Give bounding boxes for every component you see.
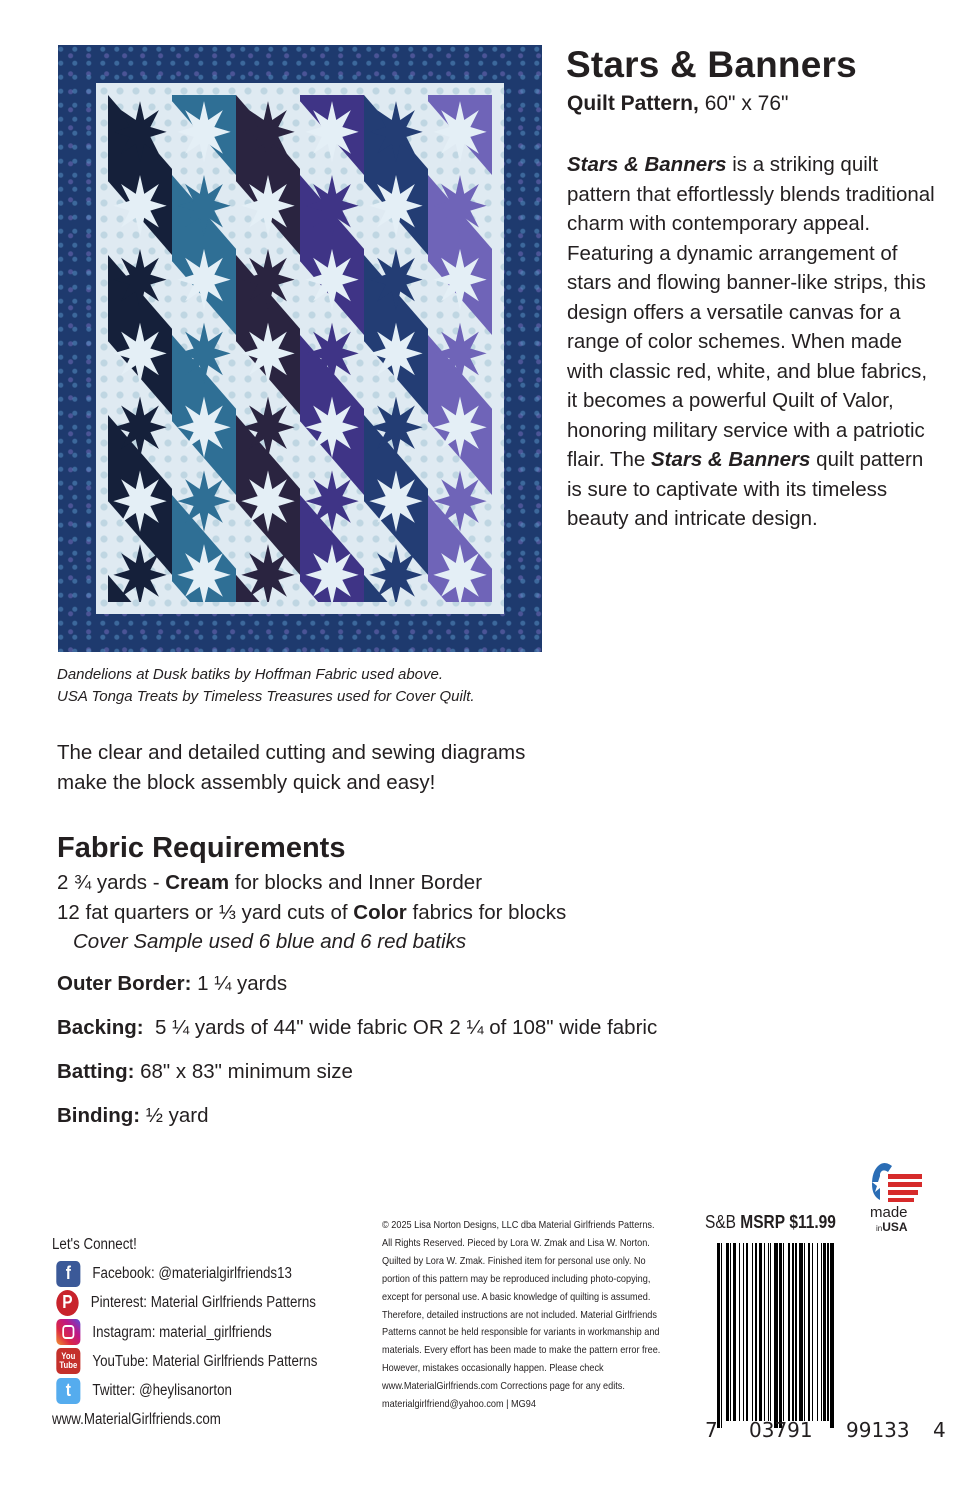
legal-text: © 2025 Lisa Norton Designs, LLC dba Material Girlfriends Patterns. All Rights Reserved. Pieced by Lora W. Zmak and Lisa W. Norton. Quilted by Lora W. Zmak. Finished item for personal use only. No portion of this pattern may be reproduced including photo-copying, except for personal use. A basic knowledge of quilting is assumed. Therefore, detailed instructions are not included. Material Girlfriends Patterns cannot be held responsible for variants in workmanship and materials. Every effort has been made to make the pattern error free. However, mistakes occasionally happen. Please check www.MaterialGirlfriends.com Corrections page for any edits. (382, 1220, 661, 1393)
usa-text: USA (882, 1220, 908, 1234)
barcode-bars (717, 1243, 929, 1421)
social-youtube[interactable] (52, 1347, 317, 1376)
quilt-column (428, 95, 492, 602)
social-label: Pinterest: Material Girlfriends Patterns (90, 1294, 316, 1312)
requirement-label: Batting: (57, 1060, 135, 1083)
description-name-1: Stars & Banners (567, 153, 727, 176)
quilt-column (364, 95, 428, 602)
social-label: YouTube: Material Girlfriends Patterns (92, 1352, 318, 1370)
requirement-value: 68" x 83" minimum size (134, 1060, 353, 1083)
cream-requirement (57, 868, 566, 898)
social-links (52, 1230, 317, 1434)
made-text: made (870, 1204, 908, 1221)
page-subtitle (567, 92, 789, 116)
description-name-2: Stars & Banners (650, 448, 811, 471)
requirement-value: 5 ¼ yards of 44" wide fabric OR 2 ¼ of 108" wide fabric (143, 1016, 658, 1039)
social-label: Instagram: material_girlfriends (92, 1323, 272, 1341)
cream-label: Cream (165, 871, 230, 894)
usa-flag-icon (866, 1160, 928, 1206)
quilt-column (300, 95, 364, 602)
requirement-label: Outer Border: (57, 972, 192, 995)
cream-amount: 2 ¾ yards - (57, 871, 166, 894)
quilt-column (108, 95, 172, 602)
pattern-code: S&B (705, 1212, 736, 1232)
intro-line-2: make the block assembly quick and easy! (57, 770, 436, 794)
barcode (705, 1243, 945, 1443)
requirement-value: ½ yard (140, 1104, 209, 1127)
color-amount: 12 fat quarters or ⅓ yard cuts of (57, 900, 354, 924)
cover-sample-note: Cover Sample used 6 blue and 6 red batiks (73, 930, 467, 953)
barcode-digit-last: 4 (933, 1418, 946, 1442)
social-instagram[interactable] (52, 1318, 317, 1347)
caption-line-1: Dandelions at Dusk batiks by Hoffman Fabric used above. (57, 666, 444, 683)
image-caption (57, 664, 475, 708)
youtube-icon: You Tube (56, 1348, 80, 1374)
description-text-1: is a striking quilt pattern that effortlessly blends traditional charm with contemporary appeal. Featuring a dynamic arrangement of stars and flowing banner-like strips, this design offers a versatile canvas for a range of color schemes. When made with classic red, white, and blue fabrics, it becomes a powerful Quilt of Valor, honoring military service with a patriotic flair. The (567, 153, 935, 471)
instagram-icon (56, 1319, 80, 1345)
requirement-batting (57, 1060, 353, 1084)
requirement-binding (57, 1104, 209, 1128)
intro-line-1: The clear and detailed cutting and sewing diagrams (57, 741, 526, 764)
legal-contact: materialgirlfriend@yahoo.com | MG94 (382, 1399, 536, 1411)
requirement-label: Binding: (57, 1104, 141, 1127)
requirement-label: Backing: (57, 1016, 144, 1039)
in-text: in (876, 1224, 883, 1233)
subtitle-label: Quilt Pattern, (567, 92, 699, 115)
social-facebook[interactable] (52, 1259, 317, 1288)
website-link[interactable]: www.MaterialGirlfriends.com (52, 1411, 221, 1429)
description (567, 150, 942, 534)
cream-usage: for blocks and Inner Border (229, 871, 483, 894)
page-title: Stars & Banners (566, 44, 857, 85)
color-usage: fabrics for blocks (406, 900, 567, 924)
social-label: Twitter: @heylisanorton (92, 1381, 232, 1399)
requirement-backing (57, 1016, 657, 1040)
social-twitter[interactable] (52, 1376, 317, 1405)
connect-heading: Let's Connect! (52, 1236, 137, 1253)
in-usa-text (876, 1220, 908, 1234)
color-label: Color (353, 900, 407, 924)
msrp-label: MSRP (740, 1212, 786, 1232)
fabric-requirements-heading: Fabric Requirements (57, 832, 346, 864)
subtitle-size: 60" x 76" (698, 92, 789, 115)
price-label (705, 1212, 836, 1233)
barcode-group-1: 03791 (749, 1418, 813, 1442)
fabric-requirements-list (57, 868, 566, 957)
intro-text (57, 738, 525, 797)
price-value: $11.99 (789, 1212, 836, 1232)
caption-line-2: USA Tonga Treats by Timeless Treasures used for Cover Quilt. (57, 688, 475, 705)
color-requirement (57, 898, 566, 928)
facebook-icon: f (56, 1261, 80, 1287)
made-in-usa-logo (866, 1160, 928, 1240)
social-pinterest[interactable] (52, 1288, 317, 1317)
pinterest-icon: P (56, 1290, 78, 1316)
copyright-notice (382, 1217, 664, 1414)
barcode-digit-first: 7 (705, 1418, 718, 1442)
social-label: Facebook: @materialgirlfriends13 (92, 1265, 292, 1283)
quilt-blocks (108, 95, 492, 602)
twitter-icon: t (56, 1378, 80, 1404)
requirement-value: 1 ¼ yards (191, 972, 288, 995)
barcode-group-2: 99133 (846, 1418, 910, 1442)
description-text-2: quilt pattern is sure to captivate with its timeless beauty and intricate design. (567, 448, 924, 530)
requirement-outer-border (57, 972, 287, 996)
quilt-column (236, 95, 300, 602)
quilt-column (172, 95, 236, 602)
quilt-inner-border (96, 83, 504, 614)
quilt-photo (58, 45, 542, 652)
